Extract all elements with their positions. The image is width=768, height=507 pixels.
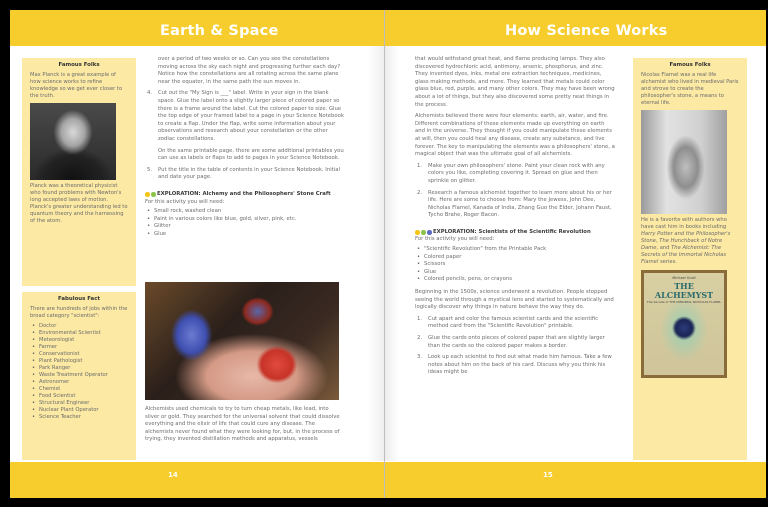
header-band-right — [385, 10, 766, 46]
sidebar-intro: Max Planck is a great example of how science works to refine knowledge so we get ever closer to the truth. — [30, 72, 123, 99]
level-dot-icon — [421, 230, 426, 235]
section-title: How Science Works — [505, 23, 668, 39]
footer-band-right — [385, 462, 766, 498]
list-item: • Chemist — [39, 386, 128, 393]
book-author: Michael Scott — [672, 276, 696, 280]
paragraph: Alchemists believed there were four elements: earth, air, water, and fire. Different combinations of these elements made up everything on earth and in the universe. They thought if you could manipulate these elements at will, then you could heal any disease, create any substance, and live forever. The key to manipulating the elements was a philosophers' stone, a magical object that was the ultimate goal of all alchemists. — [415, 113, 615, 158]
famous-folks-sidebar — [633, 58, 747, 460]
sidebar-caption: He is a favorite with authors who have cast him in books including Harry Potter and the Philosopher's Stone, The Hunchback of Notre Dame, and The Alchemist: The Secrets of the Immortal Nicholas Flamel series. — [641, 217, 731, 265]
alchemists-paragraph: Alchemists used chemicals to try to turn cheap metals, like lead, into silver or gold. They searched for the universal solvent that could dissolve everything and the elixir of life that could cure any disease. The alchemists never found what they were looking for, but, in the process of trying, they invented distillation methods and apparatus, vessels — [145, 406, 340, 443]
page-number: 15 — [543, 471, 553, 479]
header-band-left — [10, 10, 385, 46]
step-item: 2. Glue the cards onto pieces of colored paper that are slightly larger than the cards so the colored paper makes a border. — [417, 335, 605, 349]
level-dot-icon — [151, 192, 156, 197]
sidebar-heading: Famous Folks — [669, 62, 711, 68]
left-main-column — [145, 56, 345, 243]
sidebar-caption: Planck was a theoretical physicist who found problems with Newton's long accepted laws of motion. Planck's greater understanding led to quantum theory and the harnessing of the atom. — [30, 183, 128, 224]
materials-list — [415, 246, 615, 284]
list-item: • Nuclear Plant Operator — [39, 407, 128, 414]
max-planck-photo — [30, 103, 116, 180]
step-item: 1. Cut apart and color the famous scientist cards and the scientific method card from the "Scientific Revolution" printable. — [417, 315, 599, 330]
list-item: • Glue — [424, 269, 615, 277]
need-label: For this activity you will need: — [145, 198, 225, 205]
book-subtitle: The Secrets of THE IMMORTAL NICHOLAS FLAMEL — [646, 300, 722, 304]
fabulous-fact-sidebar — [22, 292, 136, 460]
section-title: Earth & Space — [160, 23, 279, 39]
exploration-heading: EXPLORATION: Scientists of the Scientific Revolution — [415, 229, 615, 237]
materials-list — [145, 208, 345, 238]
list-item: • Astronomer — [39, 379, 128, 386]
sidebar-heading: Famous Folks — [58, 62, 100, 68]
list-item: • Small rock, washed clean — [154, 208, 345, 216]
jobs-list — [30, 323, 128, 421]
list-item: • Plant Pathologist — [39, 358, 128, 365]
alchemyst-book-cover — [641, 270, 727, 378]
paragraph: Beginning in the 1500s, science underwent a revolution. People stopped seeing the world through a mystical lens and started to systematically and logically discover why things in nature behave the way they do. — [415, 289, 614, 311]
book-title: THE ALCHEMYST — [654, 281, 714, 300]
list-item: • Doctor — [39, 323, 128, 330]
sidebar-intro: Nicolas Flamel was a real life alchemist who lived in medieval Paris and strove to create the philosopher's stone, a means to eternal life. — [641, 72, 739, 106]
paragraph: that would withstand great heat, and flame producing lamps. They also discovered hydrochloric acid, antimony, arsenic, phosphorus, and zinc. They invented dyes, inks, metal ore extraction techniques, medicines, glass making methods, and more. They learned that metals could color glass blue, red, purple, and many other colors. They may have been wrong about a lot of things, but they also discovered some pretty neat things in the process. — [415, 56, 615, 108]
level-dot-icon — [145, 192, 150, 197]
sidebar-heading: Fabulous Fact — [58, 296, 100, 302]
steps-list — [415, 316, 615, 377]
right-page — [385, 10, 766, 498]
step-item: 1. Make your own philosophers' stone. Paint your clean rock with any colors you like, completing covering it. Spread on glue and then sprinkle on glitter. — [417, 162, 605, 184]
right-main-column — [415, 56, 615, 381]
step-item: 4. Cut out the "My Sign is ___" label. Write in your sign in the blank space. Glue the label onto a slightly larger piece of colored paper so there is a frame around the label. Cut the colored paper to size. Glue the top edge of your framed label to a page in your Science Notebook to create a flap. Under the flap, write some information about your observations and research about your constellation or the other zodiac constellations. On the same printable page, there are some additional printables you can use as labels or flaps to add to pages in your Science Notebook. — [147, 90, 344, 162]
nicolas-flamel-engraving — [641, 110, 727, 214]
list-item: • Glue — [154, 231, 345, 239]
book-spread — [10, 10, 766, 498]
left-bottom-paragraph-column — [145, 406, 341, 448]
list-item: • Farmer — [39, 344, 128, 351]
step-item: 2. Research a famous alchemist together to learn more about his or her life. Here are some to choose from: Mary the Jewess, John Dee, Nicholas Flamel, Kanada of India, Zhang Guo the Elder, Johann Faust, Tycho Brahe, Roger Bacon. — [417, 189, 612, 219]
list-item: • Food Scientist — [39, 393, 128, 400]
level-dot-icon — [427, 230, 432, 235]
sidebar-intro: There are hundreds of jobs within the broad category "scientist": — [30, 306, 128, 319]
exploration-heading: EXPLORATION: Alchemy and the Philosophers' Stone Craft — [145, 191, 345, 199]
list-item: • Paint in various colors like blue, gold, silver, pink, etc. — [154, 216, 345, 224]
list-item: • Meteorologist — [39, 337, 128, 344]
need-label: For this activity you will need: — [415, 236, 495, 243]
famous-folks-sidebar — [22, 58, 136, 286]
list-item: • Structural Engineer — [39, 400, 128, 407]
list-item: • "Scientific Revolution" from the Printable Pack — [424, 246, 615, 254]
step-item: 3. Look up each scientist to find out what made him famous. Take a few notes about him on the back of his card. Discuss why you think his ideas might be — [417, 354, 612, 376]
list-item: • Scissors — [424, 261, 615, 269]
gutter-shadow — [367, 46, 385, 461]
footer-band-left — [10, 462, 385, 498]
level-dot-icon — [415, 230, 420, 235]
list-item: • Colored pencils, pens, or crayons — [424, 276, 615, 284]
left-page — [10, 10, 385, 498]
list-item: • Waste Treatment Operator — [39, 372, 128, 379]
gutter-shadow — [385, 46, 399, 461]
step-item: 5. Put the title in the table of contents in your Science Notebook. Initial and date your page. — [147, 166, 340, 181]
list-item: • Glitter — [154, 223, 345, 231]
steps-list — [145, 90, 345, 182]
list-item: • Conservationist — [39, 351, 128, 358]
list-item: • Science Teacher — [39, 414, 128, 421]
continued-paragraph: over a period of two weeks or so. Can you see the constellations moving across the sky each night and progressing further each day? Notice how the constellations are all rotating across the same plane near the equator, in the same path the sun moves in. — [158, 56, 341, 85]
steps-list — [415, 163, 615, 220]
list-item: • Park Ranger — [39, 365, 128, 372]
list-item: • Colored paper — [424, 254, 615, 262]
painted-rocks-photo — [145, 282, 339, 400]
page-number: 14 — [168, 471, 178, 479]
list-item: • Environmental Scientist — [39, 330, 128, 337]
